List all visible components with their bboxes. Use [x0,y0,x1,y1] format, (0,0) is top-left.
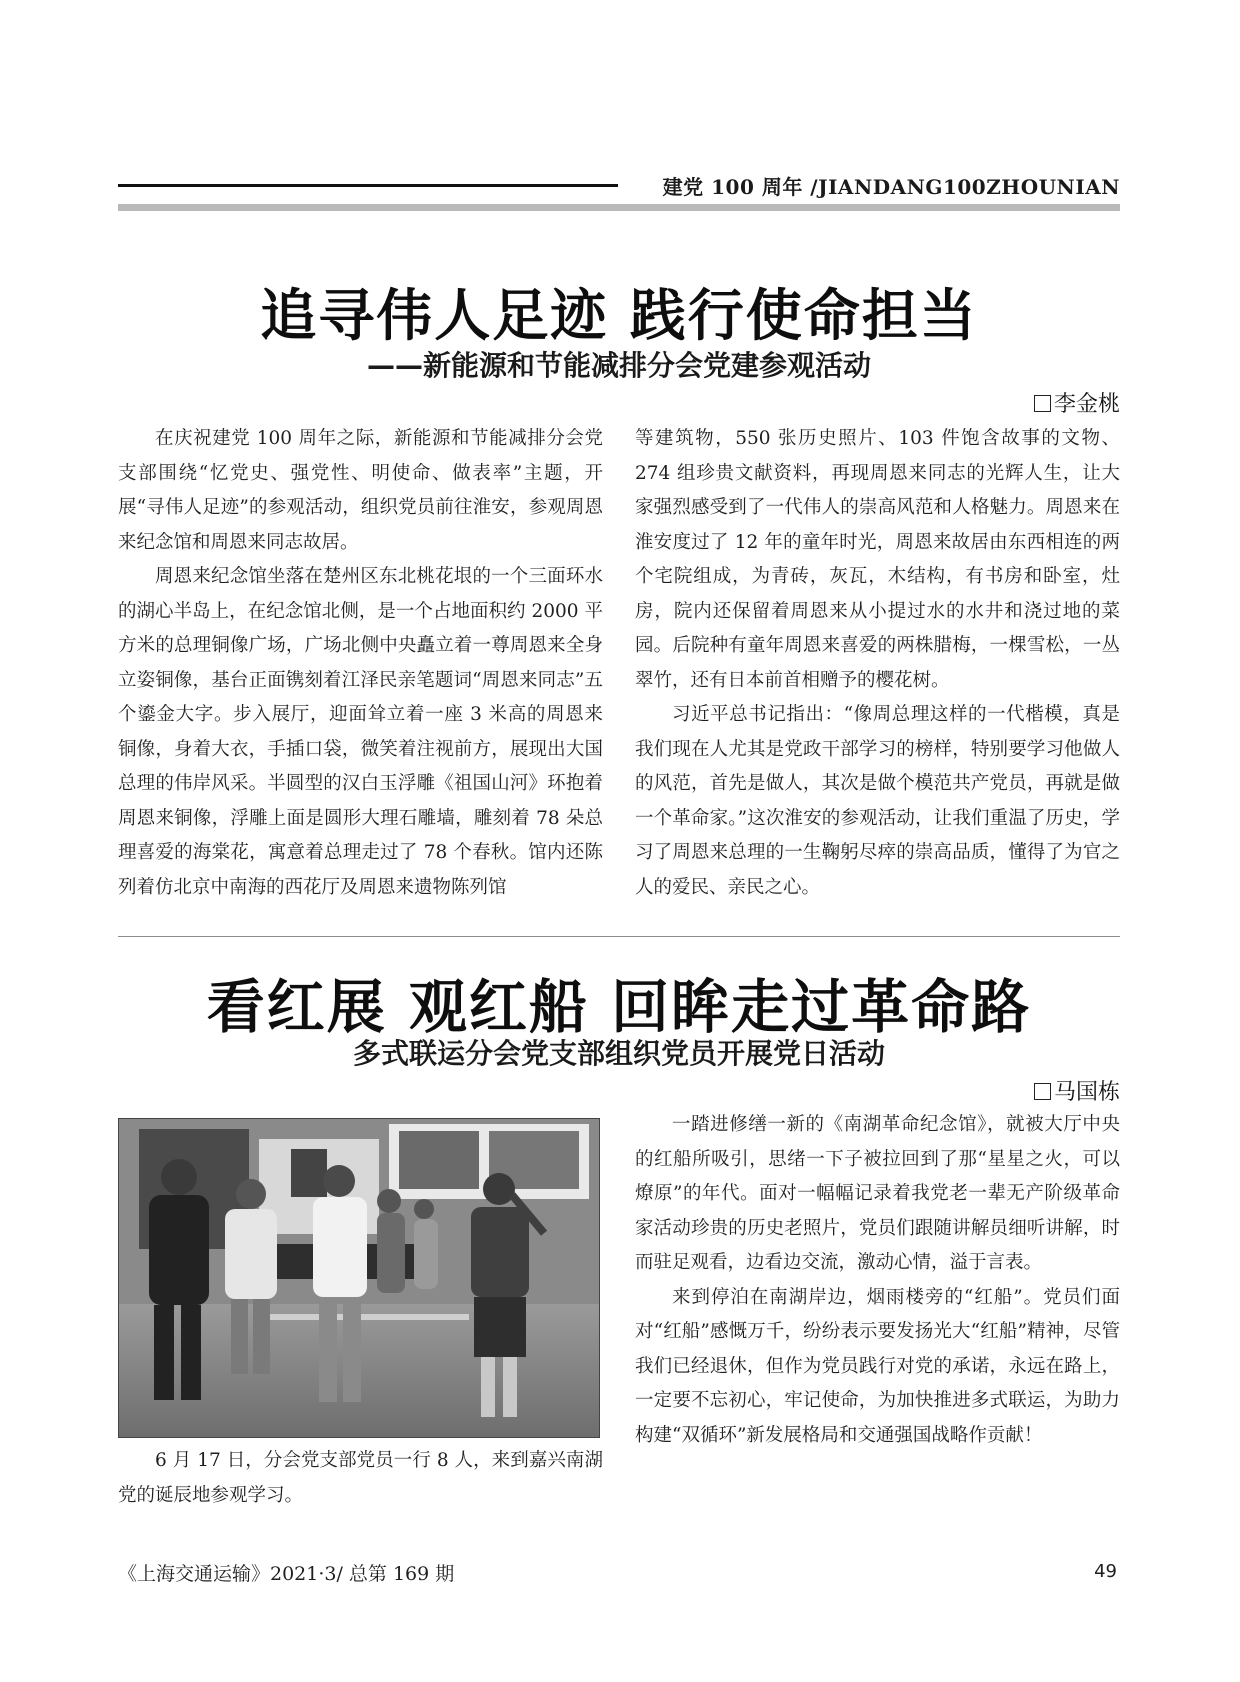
author-box-icon [1034,395,1051,412]
event-photo [118,1118,600,1438]
header-rule-bar [118,204,1120,211]
article2-paragraph: 来到停泊在南湖岸边，烟雨楼旁的“红船”。党员们面对“红船”感慨万千，纷纷表示要发扬光大“红船”精神，尽管我们已经退休，但作为党员践行对党的承诺，永远在路上，一定要不忘初心，牢记使命，为加快推进多式联运，为助力构建“双循环”新发展格局和交通强国战略作贡献！ [635,1286,1120,1446]
section-header: 建党 100 周年 /JIANDANG100ZHOUNIAN [662,175,1120,199]
photo-caption [118,1444,603,1513]
article1-author [1034,387,1120,418]
article1-paragraph: 习近平总书记指出：“像周总理这样的一代楷模，真是我们现在人尤其是党政干部学习的榜样，特别要学习他做人的风范，首先是做人，其次是做个模范共产党员，再就是做一个革命家。”这次淮安的参观活动，让我们重温了历史，学习了周恩来总理的一生鞠躬尽瘁的崇高品质，懂得了为官之人的爱民、亲民之心。 [635,704,1120,898]
footer-journal: 《上海交通运输》2021·3/ 总第 169 期 [118,1563,455,1585]
photo-caption-text: 6 月 17 日，分会党支部党员一行 8 人，来到嘉兴南湖党的诞辰地参观学习。 [118,1450,603,1506]
article2-paragraph: 一踏进修缮一新的《南湖革命纪念馆》，就被大厅中央的红船所吸引，思绪一下子被拉回到了那“星星之火，可以燎原”的年代。面对一幅幅记录着我党老一辈无产阶级革命家活动珍贵的历史老照片，党员们跟随讲解员细听讲解，时而驻足观看，边看边交流，激动心情，溢于言表。 [635,1114,1120,1273]
article2-subtitle: 多式联运分会党支部组织党员开展党日活动 [352,1037,885,1070]
article1-column-right [635,422,1120,908]
header-rule-left [118,184,618,187]
article1-author-name: 李金桃 [1053,392,1120,417]
article1-subtitle: ——新能源和节能减排分会党建参观活动 [366,349,871,382]
article1-title: 追寻伟人足迹 践行使命担当 [260,283,978,349]
article1-column-left [118,422,603,908]
article1-paragraph: 在庆祝建党 100 周年之际，新能源和节能减排分会党支部围绕“忆党史、强党性、明使命、做表率”主题，开展“寻伟人足迹”的参观活动，组织党员前往淮安，参观周恩来纪念馆和周恩来同志故居。 [118,428,603,553]
article2-column-right [635,1108,1120,1488]
article2-title: 看红展 观红船 回眸走过革命路 [206,973,1032,1041]
article2-author [1034,1075,1120,1106]
page-number: 49 [1094,1561,1117,1582]
article2-author-name: 马国栋 [1053,1080,1120,1105]
article-divider [118,936,1120,937]
article1-paragraph: 周恩来纪念馆坐落在楚州区东北桃花垠的一个三面环水的湖心半岛上，在纪念馆北侧，是一个占地面积约 2000 平方米的总理铜像广场，广场北侧中央矗立着一尊周恩来全身立姿铜像，基台正面镌刻着江泽民亲笔题词“周恩来同志”五个鎏金大字。步入展厅，迎面耸立着一座 3 米高的周恩来铜像，身着大衣，手插口袋，微笑着注视前方，展现出大国总理的伟岸风采。半圆型的汉白玉浮雕《祖国山河》环抱着周恩来铜像，浮雕上面是圆形大理石雕墙，雕刻着 78 朵总理喜爱的海棠花，寓意着总理走过了 78 个春秋。馆内还陈列着仿北京中南海的西花厅及周恩来遗物陈列馆 [118,566,603,898]
article1-paragraph: 等建筑物，550 张历史照片、103 件饱含故事的文物、274 组珍贵文献资料，再现周恩来同志的光辉人生，让大家强烈感受到了一代伟人的崇高风范和人格魅力。周恩来在淮安度过了 12 年的童年时光，周恩来故居由东西相连的两个宅院组成，为青砖，灰瓦，木结构，有书房和卧室，灶房，院内还保留着周恩来从小提过水的水井和浇过地的菜园。后院种有童年周恩来喜爱的两株腊梅，一棵雪松，一丛翠竹，还有日本前首相赠予的樱花树。 [635,428,1120,691]
author-box-icon [1034,1083,1051,1100]
